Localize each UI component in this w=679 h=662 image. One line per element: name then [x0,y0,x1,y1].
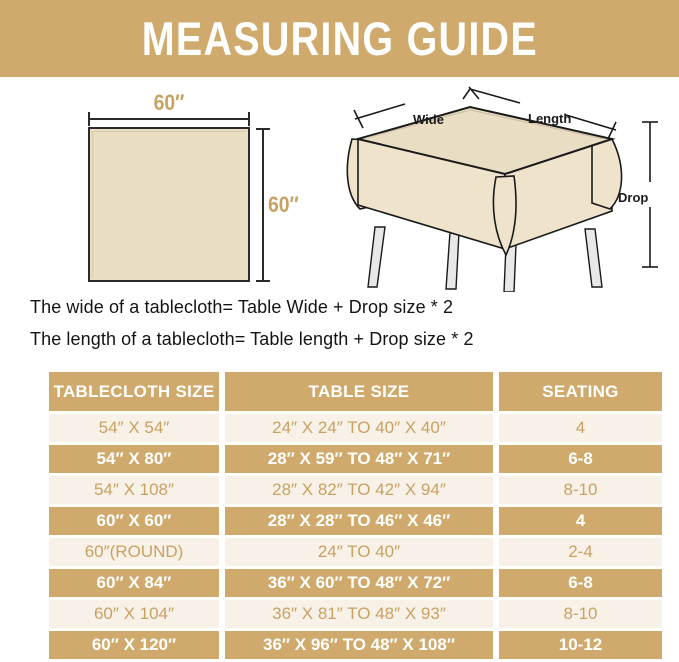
column-header-seating: SEATING [499,372,662,411]
page-title: MEASURING GUIDE [141,12,538,65]
formula-length: The length of a tablecloth= Table length + Drop size * 2 [30,329,474,349]
square-tablecloth-diagram [0,77,330,292]
table-row [49,476,662,504]
cell-table-size: 28″ X 82″ TO 42″ X 94″ [225,476,493,504]
cell-tablecloth-size: 54″ X 108″ [49,476,219,504]
cell-table-size: 36″ X 60″ TO 48″ X 72″ [225,569,493,597]
cell-tablecloth-size: 54″ X 54″ [49,414,219,442]
draped-table-diagram [330,77,679,292]
table-row [49,538,662,566]
cell-table-size: 28″ X 28″ TO 46″ X 46″ [225,507,493,535]
cell-table-size: 28″ X 59″ TO 48″ X 71″ [225,445,493,473]
table-row [49,600,662,628]
wide-label: Wide [413,112,444,127]
tablecloth-size-table [43,369,668,662]
cell-seating: 4 [499,414,662,442]
column-header-tablecloth-size: TABLECLOTH SIZE [49,372,219,411]
table-body [49,414,662,659]
cell-seating: 8-10 [499,600,662,628]
cell-table-size: 36″ X 81″ TO 48″ X 93″ [225,600,493,628]
square-width-dimension-line [88,118,250,120]
cell-tablecloth-size: 60″ X 120″ [49,631,219,659]
header-banner [0,0,679,77]
cell-tablecloth-size: 60″ X 60″ [49,507,219,535]
cell-table-size: 36″ X 96″ TO 48″ X 108″ [225,631,493,659]
cell-table-size: 24″ TO 40″ [225,538,493,566]
cell-tablecloth-size: 54″ X 80″ [49,445,219,473]
cell-seating: 4 [499,507,662,535]
cell-tablecloth-size: 60″ X 84″ [49,569,219,597]
square-inner-edge [92,131,246,278]
formula-section [30,296,630,351]
column-header-table-size: TABLE SIZE [225,372,493,411]
cell-tablecloth-size: 60″(ROUND) [49,538,219,566]
cell-seating: 6-8 [499,569,662,597]
cell-seating: 8-10 [499,476,662,504]
cell-seating: 10-12 [499,631,662,659]
table-row [49,631,662,659]
table-row [49,569,662,597]
drop-label: Drop [618,190,649,205]
table-header-row [49,372,662,411]
square-height-dimension-line [262,128,264,282]
formula-width: The wide of a tablecloth= Table Wide + Drop size * 2 [30,297,454,317]
table-row [49,445,662,473]
table-header [49,372,662,411]
square-width-label: 60″ [153,90,185,115]
draped-table-illustration [330,77,679,292]
cell-tablecloth-size: 60″ X 104″ [49,600,219,628]
cell-table-size: 24″ X 24″ TO 40″ X 40″ [225,414,493,442]
diagram-section [0,77,679,292]
length-label: Length [528,111,572,126]
cell-seating: 6-8 [499,445,662,473]
table-row [49,507,662,535]
cell-seating: 2-4 [499,538,662,566]
square-height-label: 60″ [268,192,299,217]
table-row [49,414,662,442]
